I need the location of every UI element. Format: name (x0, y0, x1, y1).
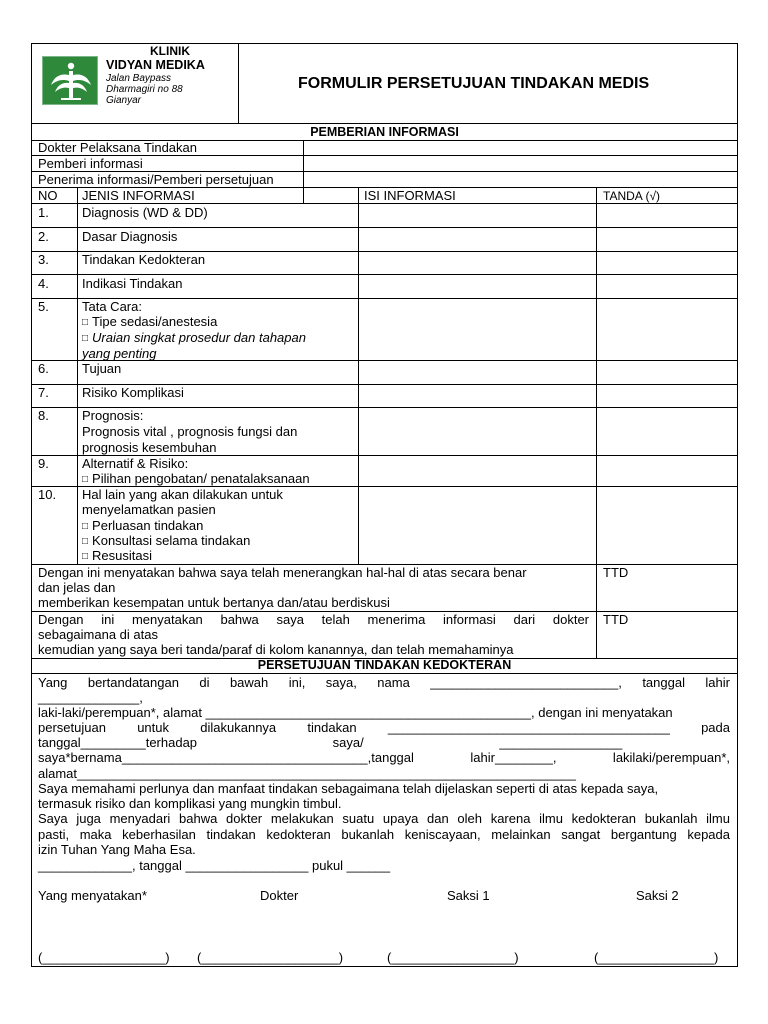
checkbox-item: □ Uraian singkat prosedur dan tahapan (82, 330, 306, 347)
statement-penerima: Dengan ini menyatakan bahwa saya telah menerima informasi dari dokter (38, 612, 589, 627)
row-no: 3. (38, 252, 49, 267)
row-no: 9. (38, 456, 49, 471)
checkbox-item: □ Konsultasi selama tindakan (82, 533, 250, 550)
signer-dokter: Dokter (260, 888, 299, 903)
row-jenis-cont: prognosis kesembuhan (82, 440, 217, 455)
row-jenis: Prognosis: (82, 408, 144, 423)
row-no: 7. (38, 385, 49, 400)
row-jenis: Dasar Diagnosis (82, 229, 178, 244)
field-penerima-informasi: Penerima informasi/Pemberi persetujuan (38, 172, 274, 187)
row-jenis: Tata Cara: (82, 299, 142, 314)
statement-dokter-cont: memberikan kesempatan untuk bertanya dan/atau berdiskusi (38, 595, 390, 610)
checkbox-item: □ Pilihan pengobatan/ penatalaksanaan (82, 471, 310, 488)
header-tanda: TANDA (√) (603, 189, 661, 203)
signer-yang-menyatakan: Yang menyatakan* (38, 888, 147, 903)
clinic-name: KLINIK (150, 44, 190, 58)
consent-line: Yang bertandatangan di bawah ini, saya, nama __________________________, tanggal lahir (38, 675, 730, 690)
header-isi: ISI INFORMASI (364, 188, 456, 203)
row-no: 5. (38, 299, 49, 314)
clinic-name-2: VIDYAN MEDIKA (106, 58, 205, 72)
header-no: NO (38, 188, 58, 203)
row-jenis-cont: menyelamatkan pasien (82, 502, 216, 517)
row-jenis: Hal lain yang akan dilakukan untuk (82, 487, 283, 502)
statement-dokter: Dengan ini menyatakan bahwa saya telah menerangkan hal-hal di atas secara benar (38, 565, 527, 580)
consent-line: pasti, maka keberhasilan tindakan kedokteran bukanlah keniscayaan, melainkan sangat bergantung kepada (38, 827, 730, 842)
statement-penerima-cont: kemudian yang saya beri tanda/paraf di kolom kanannya, dan telah memahaminya (38, 642, 514, 657)
consent-line: ______________, (38, 690, 143, 705)
clinic-logo-icon (42, 56, 98, 105)
sign-slot-yang-menyatakan: (_________________) (38, 950, 170, 965)
signer-saksi-2: Saksi 2 (636, 888, 679, 903)
consent-line: termasuk risiko dan komplikasi yang mungkin timbul. (38, 796, 342, 811)
row-no: 4. (38, 276, 49, 291)
clinic-address-3: Gianyar (106, 95, 142, 106)
signer-saksi-1: Saksi 1 (447, 888, 490, 903)
field-pemberi-informasi: Pemberi informasi (38, 156, 143, 171)
row-jenis: Tindakan Kedokteran (82, 252, 206, 267)
ttd-label: TTD (603, 565, 629, 580)
statement-penerima-cont: sebagaimana di atas (38, 627, 158, 642)
checkbox-item: □ Tipe sedasi/anestesia (82, 314, 217, 331)
section-title-informasi: PEMBERIAN INFORMASI (310, 125, 459, 139)
row-jenis-cont: Prognosis vital , prognosis fungsi dan (82, 424, 298, 439)
row-no: 8. (38, 408, 49, 423)
row-jenis: Diagnosis (WD & DD) (82, 205, 208, 220)
row-no: 2. (38, 229, 49, 244)
consent-line: alamat_____________________________________________________________________ (38, 766, 576, 781)
field-dokter-pelaksana: Dokter Pelaksana Tindakan (38, 140, 197, 155)
row-jenis: Indikasi Tindakan (82, 276, 183, 291)
clinic-address-2: Dharmagiri no 88 (106, 84, 183, 95)
consent-line: tanggal_________terhadap saya/ _________________ (38, 735, 623, 750)
consent-line: Saya memahami perlunya dan manfaat tindakan sebagaimana telah dijelaskan seperti di atas kepada saya, (38, 781, 659, 796)
row-no: 10. (38, 487, 57, 502)
sign-slot-saksi-2: (________________) (594, 950, 719, 965)
ttd-label: TTD (603, 612, 629, 627)
checkbox-item: □ Resusitasi (82, 548, 152, 565)
form-title: FORMULIR PERSETUJUAN TINDAKAN MEDIS (298, 75, 650, 92)
consent-line: Saya juga menyadari bahwa dokter melakukan suatu upaya dan oleh karena ilmu kedokteran bukanlah ilmu (38, 811, 730, 826)
section-title-persetujuan: PERSETUJUAN TINDAKAN KEDOKTERAN (257, 658, 512, 672)
consent-line: laki-laki/perempuan*, alamat _____________________________________________, dengan ini menyatakan (38, 705, 673, 720)
row-no: 6. (38, 361, 49, 376)
statement-dokter-cont: dan jelas dan (38, 580, 116, 595)
row-jenis: Risiko Komplikasi (82, 385, 184, 400)
checkbox-item: □ Perluasan tindakan (82, 518, 203, 535)
clinic-address-1: Jalan Baypass (106, 73, 172, 84)
header-jenis: JENIS INFORMASI (82, 188, 195, 203)
row-jenis: Tujuan (82, 361, 122, 376)
row-jenis-cont: yang penting (82, 346, 157, 361)
consent-line: persetujuan untuk dilakukannya tindakan _______________________________________ pada (38, 720, 730, 735)
row-jenis: Alternatif & Risiko: (82, 456, 189, 471)
consent-line: izin Tuhan Yang Maha Esa. (38, 842, 196, 857)
row-no: 1. (38, 205, 49, 220)
consent-line: saya*bernama__________________________________,tanggal lahir________, lakilaki/perempuan*, (38, 750, 730, 765)
sign-slot-dokter: (___________________) (197, 950, 344, 965)
place-date-line: _____________, tanggal _________________ pukul ______ (38, 858, 391, 873)
sign-slot-saksi-1: (_________________) (387, 950, 519, 965)
